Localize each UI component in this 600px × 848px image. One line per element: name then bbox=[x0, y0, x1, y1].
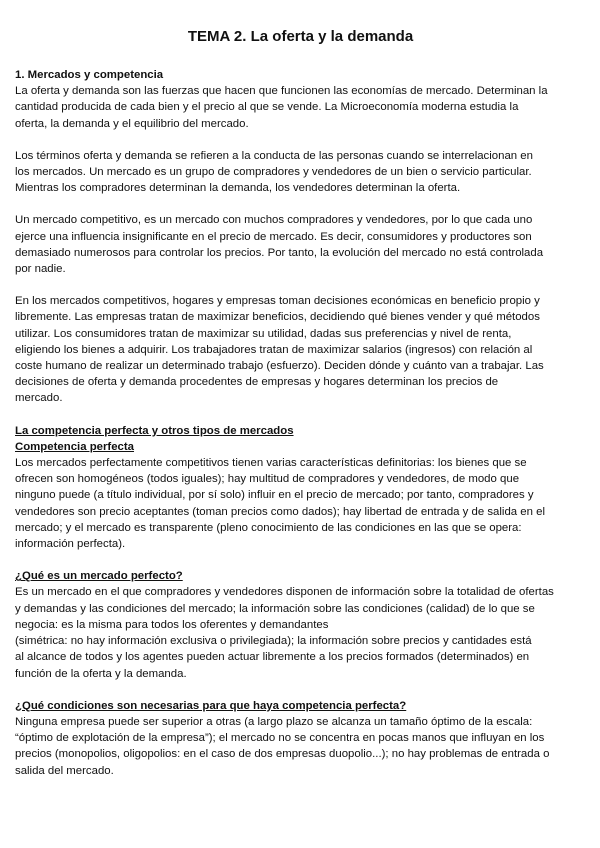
paragraph bbox=[15, 455, 586, 552]
text-line: utilizar. Los consumidores tratan de maximizar su utilidad, dadas sus preferencias y nivel de renta, bbox=[15, 327, 512, 340]
text-line: ofrecen son homogéneos (todos iguales); hay multitud de compradores y vendedores, de modo que bbox=[15, 473, 520, 486]
text-line: precios (monopolios, oligopolios: en el caso de dos empresas duopolio...); no hay problemas de entrada o bbox=[15, 748, 550, 761]
section-heading-condiciones: ¿Qué condiciones son necesarias para que haya competencia perfecta? bbox=[15, 699, 407, 712]
text-line: eligiendo los bienes a adquirir. Los trabajadores tratan de maximizar salarios (ingresos) con relación al bbox=[15, 343, 533, 356]
text-line: vendedores son precio aceptantes (toman precios como dados); hay libertad de entrada y de salida en el bbox=[15, 505, 545, 518]
text-line: demasiado numerosos para controlar los precios. Por tanto, la evolución del mercado no está controlada bbox=[15, 246, 544, 259]
text-line: negocia: es la misma para todos los oferentes y demandantes bbox=[15, 618, 329, 631]
section-heading-mercados: 1. Mercados y competencia bbox=[15, 69, 164, 81]
text-line: (simétrica: no hay información exclusiva o privilegiada); la información sobre precios y cantidades está bbox=[15, 635, 532, 648]
text-line: por nadie. bbox=[15, 263, 66, 276]
text-line: ninguno puede (a título individual, por sí solo) influir en el precio de mercado; por tanto, compradores y bbox=[15, 489, 534, 502]
paragraph bbox=[15, 584, 586, 681]
text-line: Es un mercado en el que compradores y vendedores disponen de información sobre la totalidad de ofertas bbox=[15, 586, 554, 599]
text-line: ejerce una influencia insignificante en el precio de mercado. Es decir, consumidores y productores son bbox=[15, 230, 532, 243]
section-heading-competencia: La competencia perfecta y otros tipos de mercados bbox=[15, 424, 294, 437]
text-line: información perfecta). bbox=[15, 538, 126, 551]
text-line: Un mercado competitivo, es un mercado con muchos compradores y vendedores, por lo que cada uno bbox=[15, 214, 533, 227]
text-line: cantidad producida de cada bien y el precio al que se vende. La Microeconomía moderna estudia la bbox=[15, 101, 519, 114]
text-line: libremente. Las empresas tratan de maximizar beneficios, decidiendo qué bienes vender y qué métodos bbox=[15, 311, 540, 324]
text-line: Mientras los compradores determinan la demanda, los vendedores determinan la oferta. bbox=[15, 182, 461, 195]
paragraph bbox=[15, 714, 586, 779]
text-line: los mercados. Un mercado es un grupo de compradores y vendedores de un bien o servicio particular. bbox=[15, 166, 532, 179]
text-line: salida del mercado. bbox=[15, 764, 114, 777]
text-line: coste humano de realizar un determinado trabajo (esfuerzo). Deciden dónde y cuánto van a trabajar. Las bbox=[15, 360, 544, 373]
text-line: decisiones de oferta y demanda procedentes de empresas y hogares determinan los precios de bbox=[15, 376, 499, 389]
paragraph bbox=[15, 212, 586, 277]
page-title: TEMA 2. La oferta y la demanda bbox=[187, 28, 414, 45]
subheading-competencia-perfecta: Competencia perfecta bbox=[15, 440, 135, 453]
text-line: La oferta y demanda son las fuerzas que hacen que funcionen las economías de mercado. Determinan la bbox=[15, 85, 548, 98]
text-line: Los términos oferta y demanda se refieren a la conducta de las personas cuando se interrelacionan en bbox=[15, 149, 533, 162]
text-line: y demandas y las condiciones del mercado; la información sobre las condiciones (calidad) de lo que se bbox=[15, 602, 535, 615]
text-line: oferta, la demanda y el equilibrio del mercado. bbox=[15, 117, 249, 130]
paragraph bbox=[15, 293, 586, 406]
text-line: Los mercados perfectamente competitivos tienen varias características definitorias: los bienes que se bbox=[15, 457, 527, 470]
paragraph bbox=[15, 83, 586, 132]
text-line: mercado; y el mercado es transparente (pleno conocimiento de las condiciones en las que se opera: bbox=[15, 521, 522, 534]
paragraph bbox=[15, 148, 586, 197]
section-heading-mercado-perfecto: ¿Qué es un mercado perfecto? bbox=[15, 570, 183, 583]
text-line: “óptimo de explotación de la empresa”); el mercado no se concentra en pocas manos que influyan en los bbox=[15, 732, 545, 745]
text-line: función de la oferta y la demanda. bbox=[15, 667, 187, 680]
text-line: En los mercados competitivos, hogares y empresas toman decisiones económicas en beneficio propio y bbox=[15, 295, 540, 308]
text-line: Ninguna empresa puede ser superior a otras (a largo plazo se alcanza un tamaño óptimo de la escala: bbox=[15, 715, 533, 728]
text-line: al alcance de todos y los agentes pueden actuar libremente a los precios formados (determinados) en bbox=[15, 651, 530, 664]
text-line: mercado. bbox=[15, 392, 63, 405]
